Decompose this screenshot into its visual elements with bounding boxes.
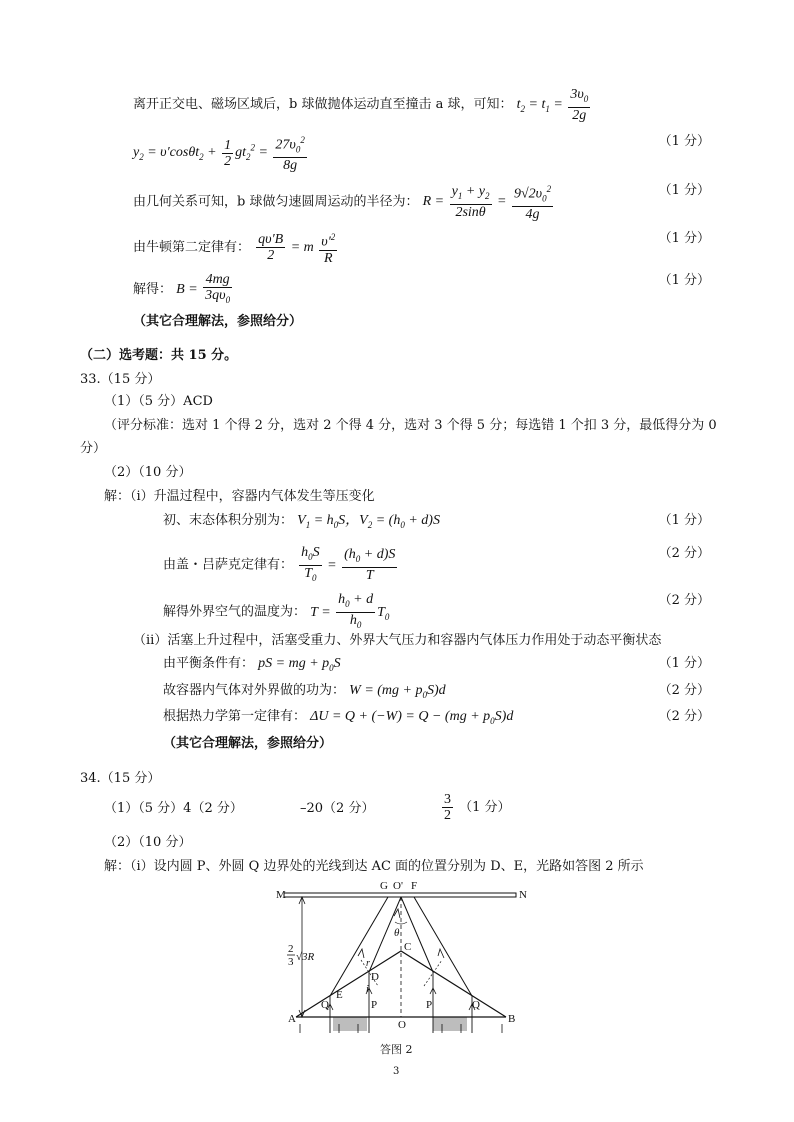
label-E: E [336, 989, 343, 1001]
answer-part-2: –20（2 分） [300, 801, 375, 816]
score: （2 分） [658, 683, 710, 698]
text-line: 故容器内气体对外界做的功为： $W = (mg + p_0S)d$ [163, 683, 446, 700]
svg-text:2: 2 [288, 943, 294, 955]
text-line: 初、末态体积分别为： $V_1 = h_0S$，$V_2 = (h_0 + d)S$ [163, 513, 440, 530]
score: （2 分） [658, 546, 710, 561]
answer-line: （1）（5 分）ACD [104, 394, 213, 409]
label-O: O [398, 1019, 406, 1031]
text-line: 根据热力学第一定律有： $\Delta U = Q + (-W) = Q - (mg + p_0S)d$ [163, 709, 514, 726]
score: （2 分） [658, 709, 710, 724]
label-D: D [371, 971, 379, 983]
text-line: 由盖・吕萨克定律有： $\frac{h_0S}{T_0}$ = $\frac{(h_0 + d)S}{T}$ [163, 545, 396, 584]
svg-text:√3R: √3R [296, 951, 315, 963]
text-line: 离开正交电、磁场区域后，b 球做抛体运动直至撞击 a 球，可知： $t_2 = t_1$ = $\frac{3\upsilon_0}{2g}$ [133, 87, 592, 123]
label-Q-right: Q [472, 999, 480, 1011]
score: （1 分） [658, 656, 710, 671]
question-number: 34.（15 分） [80, 771, 161, 786]
solution-step: 解：（i）设内圆 P、外圆 Q 边界处的光线到达 AC 面的位置分别为 D、E，光路如答图 2 所示 [104, 859, 644, 874]
label-r: r [366, 958, 370, 969]
ray-outer-left [330, 897, 388, 996]
formula-line: $y_2 = \upsilon'\cos\theta t_2$ + $\frac{1}{2}$ $gt_2^2$ = $\frac{27\upsilon_0^2}{8g}$ [133, 135, 305, 174]
label-F: F [411, 880, 418, 892]
solution-step: 解：（i）升温过程中，容器内气体发生等压变化 [104, 489, 375, 504]
text-line: 由几何关系可知，b 球做匀速圆周运动的半径为： R = $\frac{y_1 + y_2}{2\sin\theta}$ = $\frac{9√2\upsilon_0^2}{4g}$ [133, 184, 552, 223]
text-line: 解得： B = $\frac{4mg}{3q\upsilon_0}$ [133, 272, 231, 305]
score: （1 分） [658, 134, 710, 149]
score: （2 分） [658, 593, 710, 608]
answer-part-1: （1）（5 分）4（2 分） [104, 801, 243, 816]
label-B: B [508, 1013, 516, 1025]
height-label [287, 943, 315, 968]
score: （1 分） [658, 183, 710, 198]
arrow-icon [358, 949, 364, 958]
label-Q-left: Q [321, 999, 329, 1011]
solution-step: （ii）活塞上升过程中，活塞受重力、外界大气压力和容器内气体压力作用处于动态平衡状态 [133, 633, 662, 648]
answer-part-3: $\frac{3}{2}$ （1 分） [444, 792, 511, 823]
grading-criteria: （评分标准：选对 1 个得 2 分，选对 2 个得 4 分，选对 3 个得 5 分；每选错 1 个扣 3 分，最低得分为 0 [104, 418, 717, 433]
score: （1 分） [658, 231, 710, 246]
shade-left [333, 1017, 367, 1031]
svg-text:3: 3 [288, 956, 294, 968]
label-N: N [519, 889, 527, 901]
figure-caption: 答图 2 [380, 1043, 413, 1056]
grading-criteria-cont: 分） [80, 441, 107, 456]
text-line: 由平衡条件有： pS = mg + $p_0S$ [163, 656, 341, 673]
formula: $t_2 = t_1$ = $\frac{3\upsilon_0}{2g}$ [516, 87, 589, 123]
answer-line: （2）（10 分） [104, 835, 192, 850]
arrow-icon [438, 949, 444, 958]
answer-line: （2）（10 分） [104, 465, 192, 480]
section-heading: （二）选考题：共 15 分。 [80, 348, 238, 363]
label-theta: θ [394, 927, 400, 939]
score: （1 分） [658, 513, 710, 528]
note: （其它合理解法，参照给分） [133, 314, 303, 329]
angle-arc [395, 922, 407, 924]
text-line: 由牛顿第二定律有： $\frac{q\upsilon'B}{2}$ = m $\frac{\upsilon'^2}{R}$ [133, 232, 336, 266]
note: （其它合理解法，参照给分） [163, 736, 333, 751]
label-P-left: P [371, 999, 378, 1011]
label-C: C [404, 941, 412, 953]
top-plate [284, 893, 516, 897]
label-G: G [380, 880, 388, 892]
label-i: i [366, 984, 369, 995]
score: （1 分） [658, 273, 710, 288]
shade-right [433, 1017, 467, 1031]
label-M: M [276, 889, 286, 901]
page-number: 3 [393, 1066, 400, 1077]
question-number: 33.（15 分） [80, 372, 161, 387]
text-line: 解得外界空气的温度为： T = $\frac{h_0 + d}{h_0}$ $T_0$ [163, 592, 390, 630]
label-A: A [288, 1013, 296, 1025]
label-P-right: P [426, 999, 433, 1011]
label-O-prime: O' [393, 880, 403, 892]
optics-diagram [276, 876, 536, 1036]
ray-outer-right [414, 897, 472, 996]
